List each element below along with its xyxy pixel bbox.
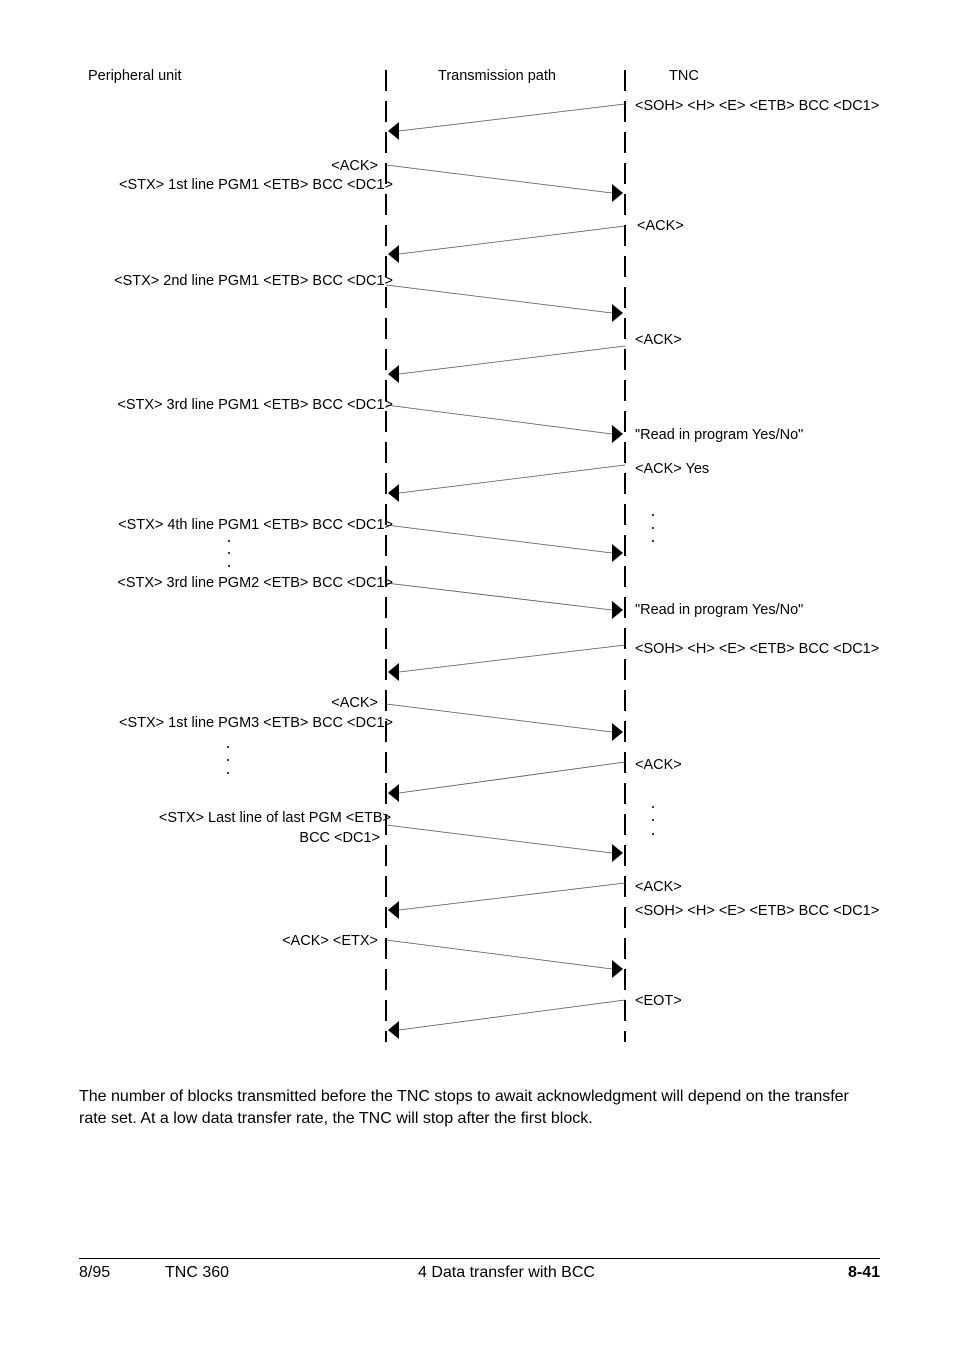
page-footer [79, 1258, 880, 1289]
footer-model: TNC 360 [165, 1264, 230, 1281]
message-line [386, 165, 612, 193]
arrowhead-icon [612, 425, 623, 443]
left-label-stx-line4-pgm1: <STX> 4th line PGM1 <ETB> BCC <DC1> [118, 517, 393, 533]
right-label-soh-2: <SOH> <H> <E> <ETB> BCC <DC1> [635, 641, 880, 657]
message-line [386, 405, 612, 434]
column-header-tnc: TNC [669, 68, 699, 84]
left-label-stx-last-line: <STX> Last line of last PGM <ETB> [158, 810, 391, 826]
right-label-ack-yes: <ACK> Yes [635, 461, 710, 477]
left-label-stx-line1-pgm1: <STX> 1st line PGM1 <ETB> BCC <DC1> [118, 177, 393, 193]
arrowhead-icon [612, 184, 623, 202]
message-line [386, 285, 612, 313]
column-header-peripheral: Peripheral unit [88, 68, 182, 84]
arrowhead-icon [388, 784, 399, 802]
footer-chapter: 4 Data transfer with BCC [418, 1264, 595, 1281]
arrowhead-icon [388, 245, 399, 263]
left-label-stx-line1-pgm3: <STX> 1st line PGM3 <ETB> BCC <DC1> [118, 715, 393, 731]
right-label-ack-3: <ACK> [635, 757, 682, 773]
ellipsis-dots-left-1 [228, 540, 230, 567]
message-line [386, 583, 612, 610]
message-line [399, 645, 625, 672]
left-label-stx-line3-pgm2: <STX> 3rd line PGM2 <ETB> BCC <DC1> [117, 575, 393, 591]
message-line [386, 704, 612, 732]
message-line [386, 940, 612, 969]
right-label-ack-2: <ACK> [635, 332, 682, 348]
message-line [399, 226, 625, 254]
message-line [399, 104, 625, 131]
ellipsis-dots-right-1 [652, 514, 654, 542]
right-label-soh-3: <SOH> <H> <E> <ETB> BCC <DC1> [635, 903, 880, 919]
arrowhead-icon [388, 663, 399, 681]
arrowhead-icon [388, 901, 399, 919]
message-line [399, 883, 625, 910]
explanation-paragraph: The number of blocks transmitted before the TNC stops to await acknowledgment will depend on the transfer rate set. At a low data transfer rate, the TNC will stop after the first block. [79, 1088, 849, 1127]
left-label-ack-2: <ACK> [331, 695, 378, 711]
arrowhead-icon [612, 844, 623, 862]
arrowhead-icon [388, 1021, 399, 1039]
ellipsis-dots-right-2 [652, 806, 654, 835]
ellipsis-dots-left-2 [227, 746, 229, 774]
message-line [399, 465, 625, 493]
left-label-bcc-dc1: BCC <DC1> [299, 830, 380, 846]
message-line [386, 825, 612, 853]
arrowhead-icon [612, 544, 623, 562]
footer-page-number: 8-41 [847, 1264, 880, 1281]
left-label-stx-line3-pgm1: <STX> 3rd line PGM1 <ETB> BCC <DC1> [117, 397, 393, 413]
left-label-ack-1: <ACK> [331, 158, 378, 174]
left-label-stx-line2-pgm1: <STX> 2nd line PGM1 <ETB> BCC <DC1> [114, 273, 393, 289]
message-line [399, 346, 625, 374]
arrowhead-icon [612, 601, 623, 619]
arrowhead-icon [612, 304, 623, 322]
arrowhead-icon [388, 122, 399, 140]
column-header-transmission-path: Transmission path [438, 68, 556, 84]
message-line [399, 1000, 625, 1030]
footer-date: 8/95 [79, 1264, 111, 1281]
left-label-ack-etx: <ACK> <ETX> [282, 933, 378, 949]
arrowhead-icon [388, 365, 399, 383]
message-arrows [386, 104, 625, 1039]
arrowhead-icon [612, 960, 623, 978]
message-line [399, 762, 625, 793]
arrowhead-icon [388, 484, 399, 502]
right-label-read-in-2: "Read in program Yes/No" [635, 602, 804, 618]
right-label-soh-1: <SOH> <H> <E> <ETB> BCC <DC1> [635, 98, 880, 114]
right-label-eot: <EOT> [635, 993, 682, 1009]
message-line [386, 525, 612, 553]
arrowhead-icon [612, 723, 623, 741]
right-label-read-in-1: "Read in program Yes/No" [635, 427, 804, 443]
right-label-ack-1: <ACK> [637, 218, 684, 234]
right-label-ack-4: <ACK> [635, 879, 682, 895]
